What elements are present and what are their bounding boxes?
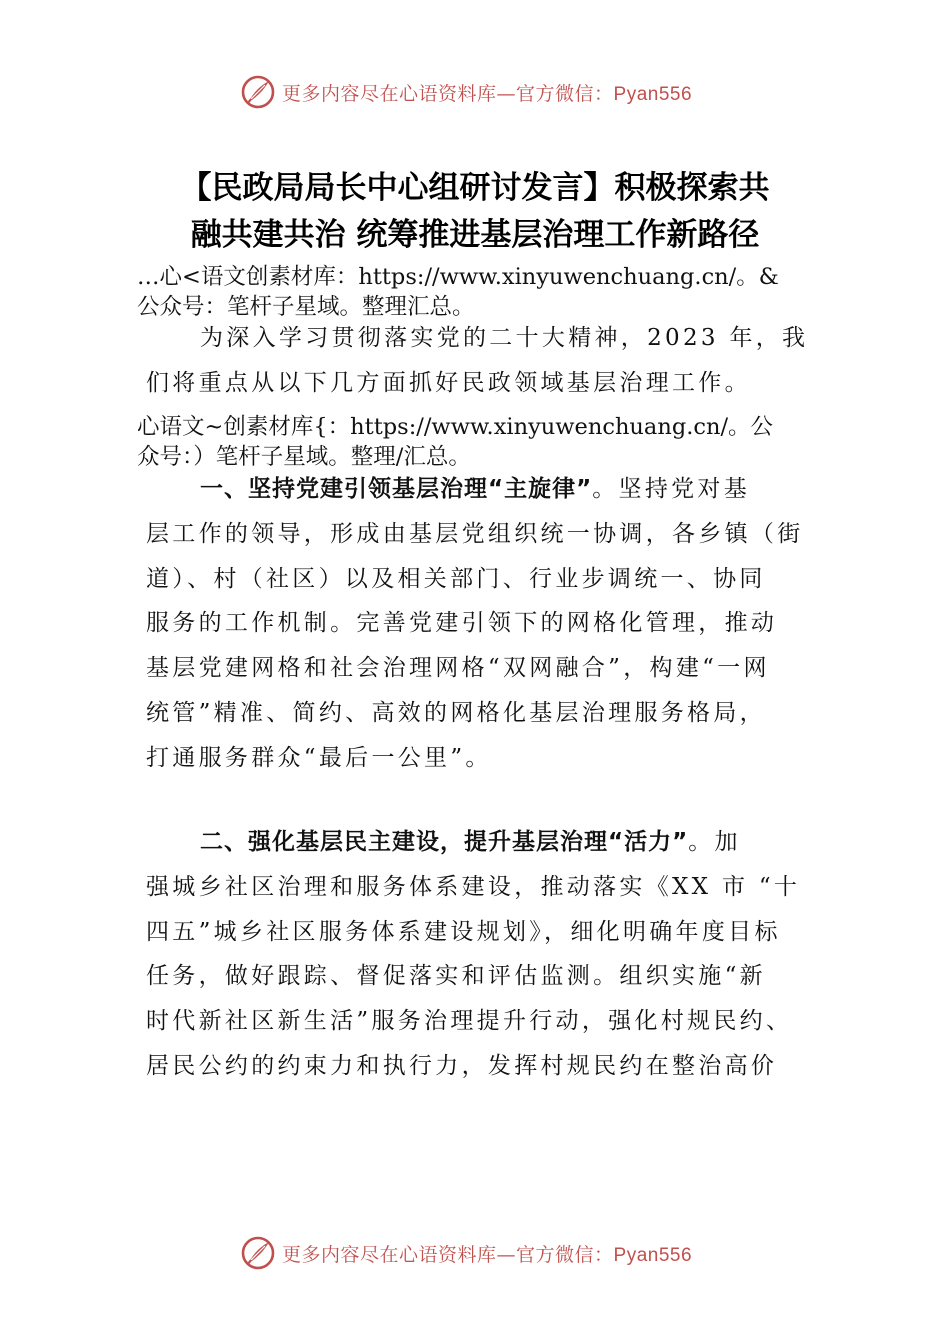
section-2 [146,820,826,1089]
quill-logo-icon [240,74,276,110]
section-1-line: 打通服务群众“最后一公里”。 [146,744,492,771]
wechat-id: Pyan556 [613,1244,693,1266]
section-1-first-line [146,467,826,512]
header-banner [0,72,950,112]
banner-label: 更多内容尽在心语资料库—官方微信： [282,82,614,105]
section-1 [146,467,826,781]
section-1-line: 统管”精准、简约、高效的网格化基层治理服务格局， [146,699,766,726]
title-line-1: 【民政局局长中心组研讨发言】积极探索共 [180,170,770,206]
section-1-first-line-rest: 。坚持党对基 [592,476,751,502]
source-note-1 [137,262,857,322]
section-1-line: 服务的工作机制。完善党建引领下的网格化管理，推动 [146,610,778,637]
section-2-line: 强城乡社区治理和服务体系建设，推动落实《XX 市 “十 [146,873,801,900]
section-2-heading: 二、强化基层民主建设，提升基层治理“活力” [200,829,689,855]
intro-paragraph [146,316,826,406]
banner-text [282,79,692,106]
section-1-line: 基层党建网格和社会治理网格“双网融合”，构建“一网 [146,655,770,682]
wechat-id: Pyan556 [613,83,693,105]
section-2-first-line-rest: 。加 [688,829,741,855]
footer-banner [0,1233,950,1273]
source-note-2-line-2: 众号：）笔杆子星域。整理/汇总。 [137,444,471,470]
source-note-1-line-1: …心<语文创素材库：https://www.xinyuwenchuang.cn/。& [137,264,779,290]
source-note-1-line-2: 公众号：笔杆子星域。整理汇总。 [137,294,475,320]
section-1-heading: 一、坚持党建引领基层治理“主旋律” [200,476,593,502]
section-2-line: 居民公约的约束力和执行力，发挥村规民约在整治高价 [146,1052,778,1079]
source-note-2-line-1: 心语文~创素材库{：https://www.xinyuwenchuang.cn/。公 [137,414,774,440]
quill-logo-icon [240,1235,276,1271]
page-title [100,165,850,259]
intro-line-2: 们将重点从以下几方面抓好民政领域基层治理工作。 [146,369,751,396]
banner-label: 更多内容尽在心语资料库—官方微信： [282,1243,614,1266]
section-1-line: 道）、村（社区）以及相关部门、行业步调统一、协同 [146,565,766,592]
title-line-2: 融共建共治 统筹推进基层治理工作新路径 [190,217,760,253]
banner-text [282,1240,692,1267]
section-2-first-line [146,820,826,865]
section-2-line: 任务，做好跟踪、督促落实和评估监测。组织实施“新 [146,963,766,990]
section-1-line: 层工作的领导，形成由基层党组织统一协调，各乡镇（街 [146,520,804,547]
source-note-2 [137,412,857,472]
section-2-line: 时代新社区新生活”服务治理提升行动，强化村规民约、 [146,1008,793,1035]
intro-line-1: 为深入学习贯彻落实党的二十大精神，2023 年，我 [200,325,809,351]
section-2-line: 四五”城乡社区服务体系建设规划》，细化明确年度目标 [146,918,781,945]
